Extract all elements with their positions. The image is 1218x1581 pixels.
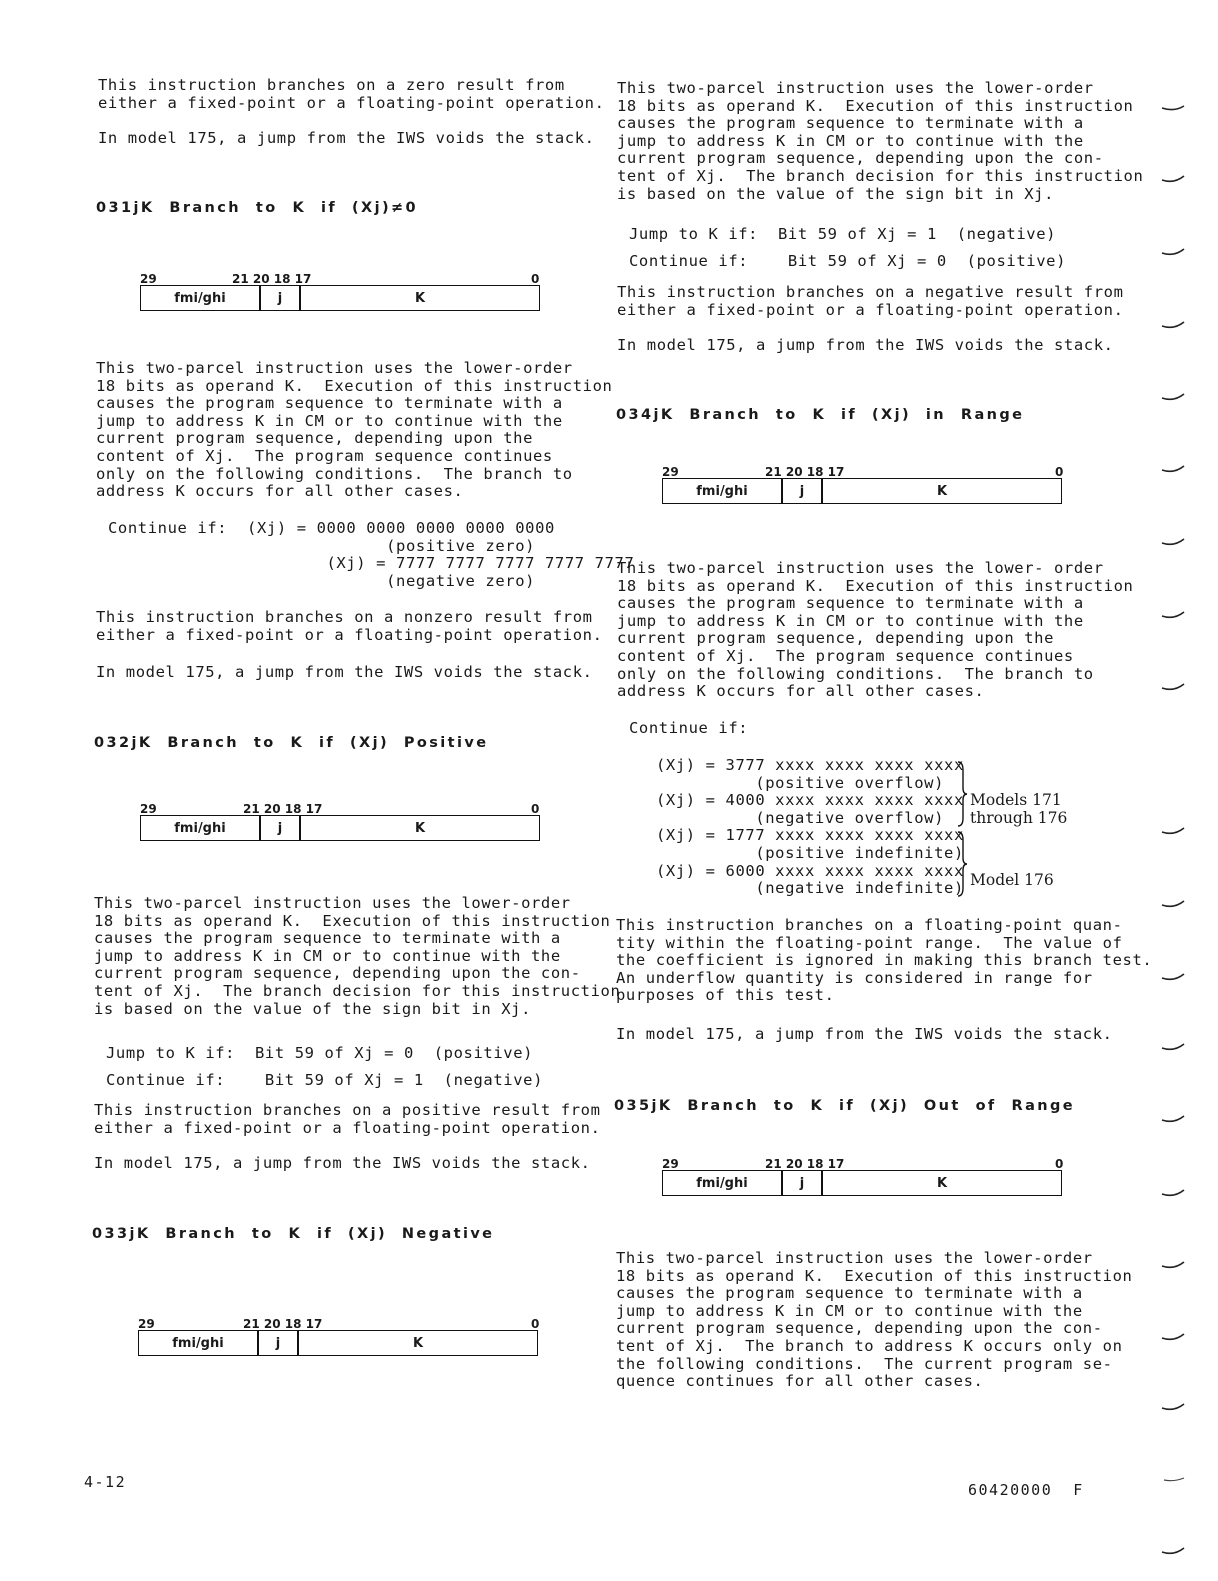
instruction-format-033 [138,1317,538,1361]
brace-label-models-171-176: Models 171 through 176 [970,790,1068,827]
field-j: j [277,290,283,306]
bit-29-label: 29 [140,802,157,816]
bit-middle-labels: 21 20 18 17 [243,1317,323,1331]
field-j: j [799,483,805,499]
s031-paragraph-3: In model 175, a jump from the IWS voids the stack. [96,663,593,681]
intro-paragraph-1: This instruction branches on a zero result from either a fixed-point or a floating-point operation. [98,76,605,112]
s031-paragraph-1: This two-parcel instruction uses the lower-order 18 bits as operand K. Execution of this instruction causes the program sequence to terminate with a jump to address K in CM or to continue with the current program sequence, depending upon the content of Xj. The program sequence continues only on the following conditions. The branch to address K occurs for all other cases. [96,359,613,501]
instruction-format-035 [662,1157,1062,1201]
s033-paragraph-2: This instruction branches on a negative result from either a fixed-point or a floating-point operation. [617,283,1124,319]
intro-paragraph-2: In model 175, a jump from the IWS voids the stack. [98,129,595,147]
field-k: K [412,1335,424,1351]
s033-paragraph-3: In model 175, a jump from the IWS voids the stack. [617,336,1114,354]
instruction-format-034 [662,465,1062,509]
field-j: j [277,820,283,836]
binder-mark-icon [1160,390,1186,404]
bit-29-label: 29 [662,1157,679,1171]
s031-conditions: Continue if: (Xj) = 0000 0000 0000 0000 0000 (positive zero) (Xj) = 7777 7777 7777 7777 7777 (negative zero) [108,519,635,590]
binder-mark-icon [1160,318,1186,332]
right-brace-icon [958,762,967,826]
binder-mark-icon [1160,680,1186,694]
s032-paragraph-1: This two-parcel instruction uses the lower-order 18 bits as operand K. Execution of this instruction causes the program sequence to terminate with a jump to address K in CM or to continue with the current program sequence, depending upon the con- tent of Xj. The branch decision for this instruction is based on the value of the sign bit in Xj. [94,894,621,1018]
s034-paragraph-1: This two-parcel instruction uses the lower- order 18 bits as operand K. Execution of this instruction causes the program sequence to terminate with a jump to address K in CM or to continue with the current program sequence, depending upon the content of Xj. The program sequence continues only on the following conditions. The branch to address K occurs for all other cases. [617,559,1134,701]
field-fmi-ghi: fmi/ghi [696,483,748,499]
bit-0-label: 0 [531,272,540,286]
right-brace-icon [958,832,967,896]
s032-paragraph-2: This instruction branches on a positive result from either a fixed-point or a floating-point operation. [94,1101,601,1137]
s035-paragraph-1: This two-parcel instruction uses the lower-order 18 bits as operand K. Execution of this instruction causes the program sequence to terminate with a jump to address K in CM or to continue with the current program sequence, depending upon the con- tent of Xj. The branch to address K occurs only on the following conditions. The current program se- quence continues for all other cases. [616,1249,1133,1391]
field-fmi-ghi: fmi/ghi [696,1175,748,1191]
format-box [140,285,540,311]
binder-mark-icon [1160,824,1186,838]
bit-0-label: 0 [531,802,540,816]
bit-middle-labels: 21 20 18 17 [232,272,312,286]
document-number: 60420000 F [968,1481,1084,1499]
s033-conditions: Jump to K if: Bit 59 of Xj = 1 (negative) Continue if: Bit 59 of Xj = 0 (positive) [629,225,1066,270]
binder-mark-icon [1160,1472,1186,1486]
bit-29-label: 29 [140,272,157,286]
binder-mark-icon [1160,1544,1186,1558]
heading-035: 035jK Branch to K if (Xj) Out of Range [614,1098,1076,1114]
binder-mark-icon [1160,970,1186,984]
bit-29-label: 29 [138,1317,155,1331]
heading-034: 034jK Branch to K if (Xj) in Range [616,407,1025,423]
binder-mark-icon [1160,245,1186,259]
binder-mark-icon [1160,1330,1186,1344]
bit-middle-labels: 21 20 18 17 [243,802,323,816]
heading-031: 031jK Branch to K if (Xj)≠0 [96,200,419,216]
s034-conditions: (Xj) = 3777 xxxx xxxx xxxx xxxx (positive overflow) (Xj) = 4000 xxxx xxxx xxxx xxxx (negative overflow) (Xj) = 1777 xxxx xxxx xxxx xxxx (positive indefinite) (Xj) = 6000 xxxx xxxx xxxx xxxx (negative indefinite) [656,756,964,898]
format-box [662,478,1062,504]
heading-032: 032jK Branch to K if (Xj) Positive [94,735,489,751]
field-k: K [936,483,948,499]
bit-middle-labels: 21 20 18 17 [765,465,845,479]
binder-mark-icon [1160,1186,1186,1200]
binder-mark-icon [1160,100,1186,114]
instruction-format-032 [140,802,540,846]
s034-paragraph-2: This instruction branches on a floating-point quan- tity within the floating-point range. The value of the coefficient is ignored in making this branch test. An underflow quantity is considered in range for purposes of this test. [616,916,1153,1005]
s032-paragraph-3: In model 175, a jump from the IWS voids the stack. [94,1154,591,1172]
binder-mark-icon [1160,1112,1186,1126]
field-fmi-ghi: fmi/ghi [172,1335,224,1351]
binder-mark-icon [1160,1040,1186,1054]
s032-conditions: Jump to K if: Bit 59 of Xj = 0 (positive) Continue if: Bit 59 of Xj = 1 (negative) [106,1044,543,1089]
field-j: j [275,1335,281,1351]
s034-cond-label: Continue if: [629,719,749,737]
binder-mark-icon [1160,462,1186,476]
field-fmi-ghi: fmi/ghi [174,290,226,306]
binder-mark-icon [1160,897,1186,911]
binder-mark-icon [1160,172,1186,186]
field-k: K [414,290,426,306]
bit-middle-labels: 21 20 18 17 [765,1157,845,1171]
binder-mark-icon [1160,535,1186,549]
binder-mark-icon [1160,1400,1186,1414]
s033-paragraph-1: This two-parcel instruction uses the lower-order 18 bits as operand K. Execution of this instruction causes the program sequence to terminate with a jump to address K in CM or to continue with the current program sequence, depending upon the con- tent of Xj. The branch decision for this instruction is based on the value of the sign bit in Xj. [617,79,1144,203]
format-box [662,1170,1062,1196]
field-k: K [936,1175,948,1191]
brace-group-icons [955,760,971,900]
bit-0-label: 0 [1055,465,1064,479]
heading-033: 033jK Branch to K if (Xj) Negative [92,1226,495,1242]
bit-29-label: 29 [662,465,679,479]
brace-label-model-176: Model 176 [970,870,1054,889]
page-number: 4-12 [84,1473,127,1491]
binder-mark-icon [1160,1258,1186,1272]
field-j: j [799,1175,805,1191]
format-box [138,1330,538,1356]
s031-paragraph-2: This instruction branches on a nonzero result from either a fixed-point or a floating-point operation. [96,608,603,644]
instruction-format-031 [140,272,540,316]
field-fmi-ghi: fmi/ghi [174,820,226,836]
binder-mark-icon [1160,608,1186,622]
field-k: K [414,820,426,836]
format-box [140,815,540,841]
s034-paragraph-3: In model 175, a jump from the IWS voids the stack. [616,1025,1113,1043]
bit-0-label: 0 [1055,1157,1064,1171]
bit-0-label: 0 [531,1317,540,1331]
